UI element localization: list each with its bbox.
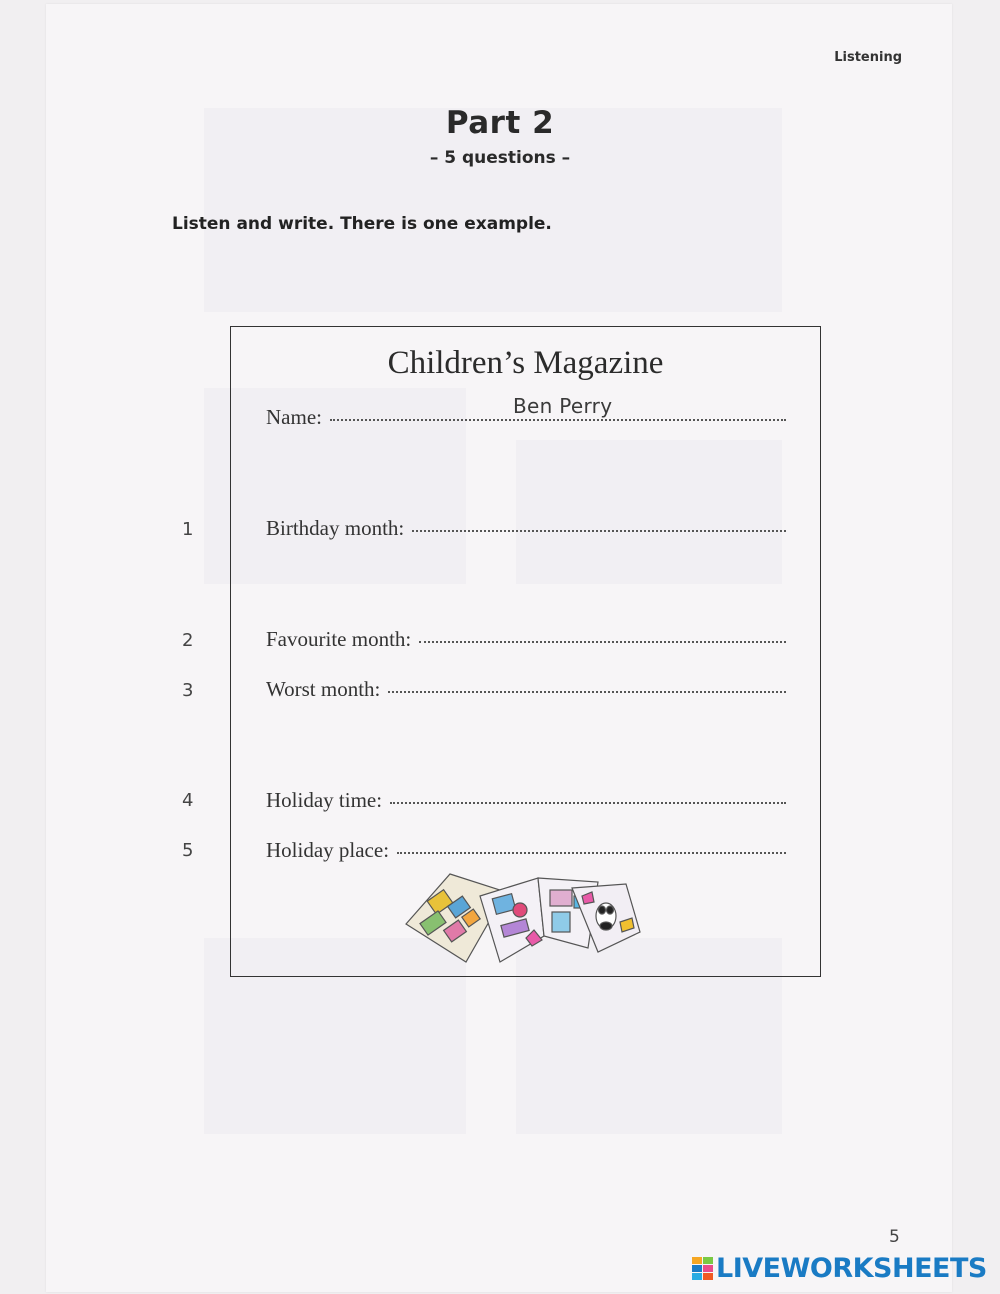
- liveworksheets-logo[interactable]: [692, 1253, 987, 1284]
- section-label: Listening: [834, 50, 902, 65]
- question-row-holiday-time[interactable]: [266, 788, 786, 813]
- part-subtitle: – 5 questions –: [429, 148, 571, 168]
- brand-name: LIVEWORKSHEETS: [716, 1253, 987, 1284]
- form-title: Children’s Magazine: [387, 345, 664, 381]
- question-label: Holiday time:: [266, 788, 383, 812]
- answer-line: [330, 418, 786, 421]
- question-label: Holiday place:: [266, 838, 390, 862]
- answer-line[interactable]: [390, 801, 786, 804]
- answer-line[interactable]: [419, 640, 786, 643]
- answer-line[interactable]: [397, 851, 786, 854]
- question-label: Favourite month:: [266, 627, 412, 651]
- question-number: 4: [182, 790, 194, 811]
- question-row-worst-month[interactable]: [266, 677, 786, 702]
- question-number: 1: [182, 519, 194, 540]
- answer-line[interactable]: [412, 529, 786, 532]
- question-label: Worst month:: [266, 677, 381, 701]
- magazines-illustration: [402, 866, 648, 968]
- question-row-favourite-month[interactable]: [266, 627, 786, 652]
- question-number: 5: [182, 840, 194, 861]
- page-number: 5: [889, 1227, 900, 1247]
- instruction-text: Listen and write. There is one example.: [172, 214, 552, 234]
- example-answer: Ben Perry: [513, 394, 613, 418]
- question-row-birthday-month[interactable]: [266, 516, 786, 541]
- question-label: Birthday month:: [266, 516, 405, 540]
- example-label: Name:: [266, 405, 322, 429]
- question-row-holiday-place[interactable]: [266, 838, 786, 863]
- part-title: Part 2: [445, 105, 555, 141]
- question-number: 2: [182, 630, 194, 651]
- answer-line[interactable]: [388, 690, 786, 693]
- question-number: 3: [182, 680, 194, 701]
- liveworksheets-logo-icon: [692, 1257, 714, 1281]
